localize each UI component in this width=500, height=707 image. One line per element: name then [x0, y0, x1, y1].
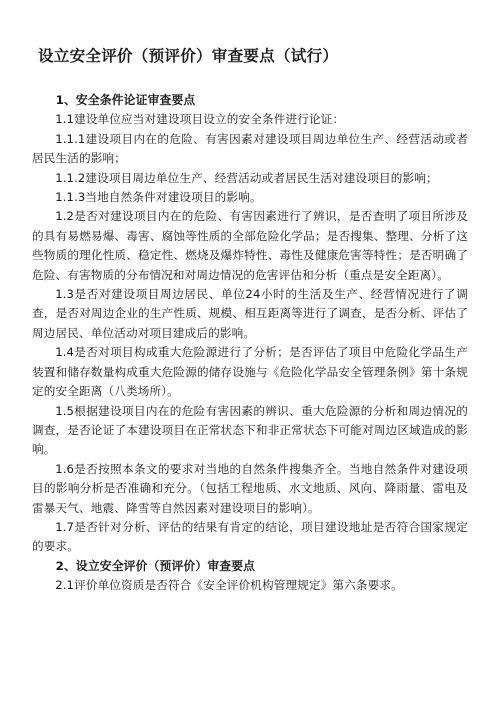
body-paragraph: 1.2是否对建设项目内在的危险、有害因素进行了辨识，是否查明了项目所涉及的具有易燃易爆、毒害、腐蚀等性质的全部危险化学品；是否搜集、整理、分析了这些物质的理化性质、稳定性、燃烧及爆炸特性、毒性及健康危害等特性；是否明确了危险、有害物质的分布情况和对周边情况的危害评估和分析（重点是安全距离）。 [32, 209, 468, 282]
body-paragraph: 1.1.1建设项目内在的危险、有害因素对建设项目周边单位生产、经营活动或者居民生活的影响； [32, 131, 468, 166]
body-paragraph: 1.6是否按照本条文的要求对当地的自然条件搜集齐全。当地自然条件对建设项目的影响分析是否准确和充分。（包括工程地质、水文地质、风向、降雨量、雷电及雷暴天气、地震、降雪等自然因素对建设项目的影响）。 [32, 461, 468, 515]
document-body [32, 91, 468, 596]
body-paragraph: 1.3是否对建设项目周边居民、单位24小时的生活及生产、经营情况进行了调查，是否对周边企业的生产性质、规模、相互距离等进行了调查，是否分析、评估了周边居民、单位活动对项目建成后的影响。 [32, 287, 468, 340]
body-paragraph: 1.1建设单位应当对建设项目设立的安全条件进行论证： [55, 112, 345, 127]
body-paragraph: 1.5根据建设项目内在的危险有害因素的辨识、重大危险源的分析和周边情况的调查，是否论证了本建设项目在正常状态下和非正常状态下可能对周边区域造成的影响。 [32, 403, 468, 457]
body-paragraph: 1.7是否针对分析、评估的结果有肯定的结论，项目建设地址是否符合国家规定的要求。 [32, 519, 468, 554]
body-paragraph: 1.1.3当地自然条件对建设项目的影响。 [55, 190, 262, 205]
section-heading: 2、设立安全评价（预评价）审查要点 [55, 558, 256, 573]
body-paragraph: 2.1评价单位资质是否符合《安全评价机构管理规定》第六条要求。 [55, 578, 403, 593]
body-paragraph: 1.4是否对项目构成重大危险源进行了分析；是否评估了项目中危险化学品生产装置和储存数量构成重大危险源的储存设施与《危险化学品安全管理条例》第十条规定的安全距离（八类场所）。 [32, 345, 468, 399]
section-heading: 1、安全条件论证审查要点 [55, 93, 196, 107]
document-title: 设立安全评价（预评价）审查要点（试行） [38, 47, 339, 65]
body-paragraph: 1.1.2建设项目周边单位生产、经营活动或者居民生活对建设项目的影响； [55, 170, 438, 185]
